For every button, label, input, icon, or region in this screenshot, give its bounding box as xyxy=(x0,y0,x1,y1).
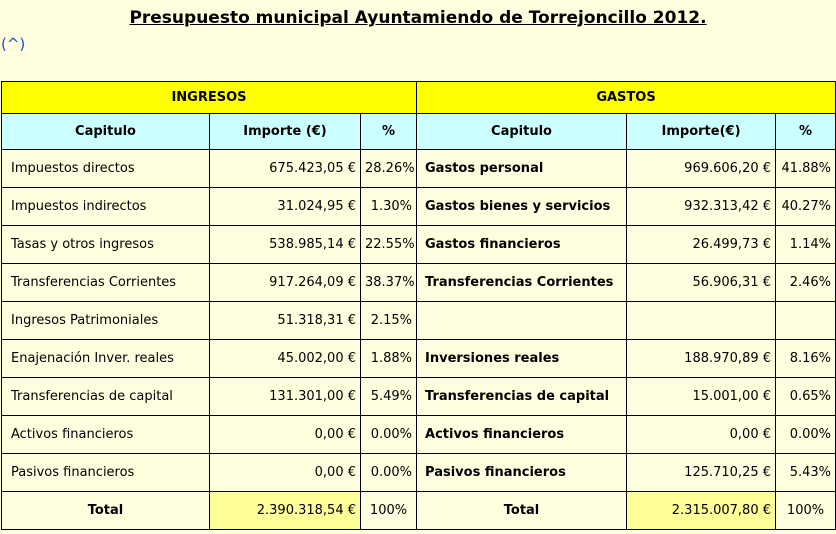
budget-table xyxy=(1,81,836,530)
income-amount-cell: 917.264,09 € xyxy=(210,264,361,302)
income-total-amount: 2.390.318,54 € xyxy=(210,492,361,530)
income-chapter-cell: Tasas y otros ingresos xyxy=(2,226,210,264)
expense-amount-cell: 969.606,20 € xyxy=(627,150,776,188)
expense-pct-cell: 41.88% xyxy=(776,150,836,188)
expense-pct-cell: 40.27% xyxy=(776,188,836,226)
income-chapter-cell: Transferencias Corrientes xyxy=(2,264,210,302)
expense-amount-cell xyxy=(627,302,776,340)
income-pct-cell: 2.15% xyxy=(361,302,417,340)
table-row xyxy=(2,416,836,454)
expense-amount-cell: 26.499,73 € xyxy=(627,226,776,264)
income-amount-cell: 51.318,31 € xyxy=(210,302,361,340)
back-to-top-link[interactable]: (^) xyxy=(1,35,26,53)
income-amount-cell: 45.002,00 € xyxy=(210,340,361,378)
section-header-row xyxy=(2,82,836,114)
income-amount-cell: 0,00 € xyxy=(210,454,361,492)
page-title: Presupuesto municipal Ayuntamiendo de Torrejoncillo 2012. xyxy=(129,8,707,28)
income-total-pct: 100% xyxy=(361,492,417,530)
expense-total-pct: 100% xyxy=(776,492,836,530)
income-chapter-cell: Ingresos Patrimoniales xyxy=(2,302,210,340)
table-row xyxy=(2,264,836,302)
expense-amount-header: Importe(€) xyxy=(627,114,776,150)
table-row xyxy=(2,302,836,340)
expense-chapter-cell: Transferencias Corrientes xyxy=(417,264,627,302)
income-chapter-cell: Impuestos indirectos xyxy=(2,188,210,226)
income-amount-cell: 675.423,05 € xyxy=(210,150,361,188)
expense-pct-header: % xyxy=(776,114,836,150)
income-chapter-cell: Transferencias de capital xyxy=(2,378,210,416)
expense-pct-cell: 8.16% xyxy=(776,340,836,378)
expense-chapter-cell: Activos financieros xyxy=(417,416,627,454)
column-header-row xyxy=(2,114,836,150)
expense-total-amount: 2.315.007,80 € xyxy=(627,492,776,530)
expense-pct-cell: 0.65% xyxy=(776,378,836,416)
table-row xyxy=(2,150,836,188)
expense-amount-cell: 932.313,42 € xyxy=(627,188,776,226)
table-row xyxy=(2,378,836,416)
expense-section-header: GASTOS xyxy=(417,82,836,114)
expense-amount-cell: 15.001,00 € xyxy=(627,378,776,416)
expense-amount-cell: 56.906,31 € xyxy=(627,264,776,302)
total-row xyxy=(2,492,836,530)
expense-amount-cell: 0,00 € xyxy=(627,416,776,454)
expense-pct-cell: 2.46% xyxy=(776,264,836,302)
income-pct-cell: 1.88% xyxy=(361,340,417,378)
expense-pct-cell: 5.43% xyxy=(776,454,836,492)
expense-pct-cell: 1.14% xyxy=(776,226,836,264)
expense-chapter-cell: Gastos financieros xyxy=(417,226,627,264)
income-pct-cell: 1.30% xyxy=(361,188,417,226)
expense-chapter-cell xyxy=(417,302,627,340)
expense-chapter-cell: Gastos personal xyxy=(417,150,627,188)
income-pct-cell: 38.37% xyxy=(361,264,417,302)
income-pct-cell: 0.00% xyxy=(361,416,417,454)
expense-amount-cell: 188.970,89 € xyxy=(627,340,776,378)
income-amount-cell: 538.985,14 € xyxy=(210,226,361,264)
expense-chapter-header: Capitulo xyxy=(417,114,627,150)
expense-pct-cell: 0.00% xyxy=(776,416,836,454)
income-pct-cell: 22.55% xyxy=(361,226,417,264)
income-chapter-cell: Activos financieros xyxy=(2,416,210,454)
expense-amount-cell: 125.710,25 € xyxy=(627,454,776,492)
table-row xyxy=(2,188,836,226)
income-amount-cell: 131.301,00 € xyxy=(210,378,361,416)
table-row xyxy=(2,340,836,378)
income-chapter-cell: Enajenación Inver. reales xyxy=(2,340,210,378)
income-amount-cell: 31.024,95 € xyxy=(210,188,361,226)
income-section-header: INGRESOS xyxy=(2,82,417,114)
income-total-label: Total xyxy=(2,492,210,530)
income-pct-cell: 0.00% xyxy=(361,454,417,492)
expense-total-label: Total xyxy=(417,492,627,530)
income-amount-header: Importe (€) xyxy=(210,114,361,150)
table-row xyxy=(2,454,836,492)
income-amount-cell: 0,00 € xyxy=(210,416,361,454)
expense-pct-cell xyxy=(776,302,836,340)
income-chapter-cell: Impuestos directos xyxy=(2,150,210,188)
expense-chapter-cell: Transferencias de capital xyxy=(417,378,627,416)
income-chapter-header: Capitulo xyxy=(2,114,210,150)
table-row xyxy=(2,226,836,264)
income-pct-cell: 5.49% xyxy=(361,378,417,416)
expense-chapter-cell: Gastos bienes y servicios xyxy=(417,188,627,226)
expense-chapter-cell: Inversiones reales xyxy=(417,340,627,378)
income-pct-header: % xyxy=(361,114,417,150)
expense-chapter-cell: Pasivos financieros xyxy=(417,454,627,492)
income-pct-cell: 28.26% xyxy=(361,150,417,188)
income-chapter-cell: Pasivos financieros xyxy=(2,454,210,492)
